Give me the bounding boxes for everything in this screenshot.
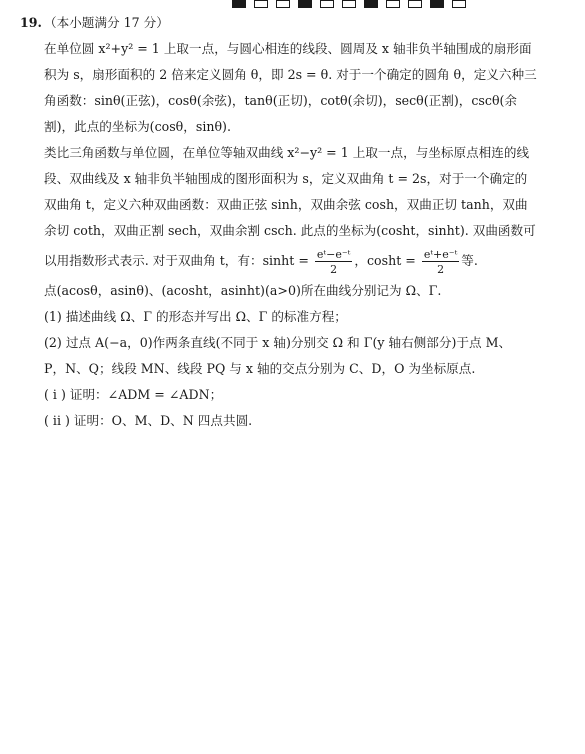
mark-4 xyxy=(298,0,312,8)
p2-line-3: 双曲角 t，定义六种双曲函数：双曲正弦 sinh，双曲余弦 cosh，双曲正切 tanh，双曲 xyxy=(44,197,528,212)
p1-line-4: 割)，此点的坐标为(cosθ，sinθ). xyxy=(44,119,231,134)
mark-6 xyxy=(342,0,356,8)
cosh-fraction xyxy=(422,248,459,276)
cosh-numerator: eᵗ+e⁻ᵗ xyxy=(423,247,458,261)
problem-heading xyxy=(20,10,572,36)
p3-line: 点(acosθ，asinθ)、(acosht，asinht)(a>0)所在曲线分别记为 Ω、Γ. xyxy=(44,283,442,298)
mark-1 xyxy=(232,0,246,8)
p2-line-2: 段、双曲线及 x 轴非负半轴围成的图形面积为 s，定义双曲角 t = 2s，对于一个确定的 xyxy=(44,171,528,186)
mark-3 xyxy=(276,0,290,8)
score-note: （本小题满分 17 分） xyxy=(44,15,169,30)
cosh-denominator: 2 xyxy=(437,262,445,276)
question-2-ii: ( ii ) 证明：O、M、D、N 四点共圆. xyxy=(44,413,253,428)
mark-2 xyxy=(254,0,268,8)
mark-11 xyxy=(452,0,466,8)
mark-7 xyxy=(364,0,378,8)
question-2-line-1: (2) 过点 A(−a，0)作两条直线(不同于 x 轴)分别交 Ω 和 Γ(y 轴右侧部分)于点 M、 xyxy=(44,335,512,350)
mark-5 xyxy=(320,0,334,8)
sinh-numerator: eᵗ−e⁻ᵗ xyxy=(316,247,351,261)
mark-9 xyxy=(408,0,422,8)
problem-content xyxy=(20,10,572,434)
formula-prefix: 以用指数形式表示. 对于双曲角 t，有：sinht = xyxy=(44,253,309,268)
p2-line-4: 余切 coth，双曲正割 sech，双曲余割 csch. 此点的坐标为(cosht，sinht). 双曲函数可 xyxy=(44,223,536,238)
p1-line-3: 角函数：sinθ(正弦)，cosθ(余弦)，tanθ(正切)，cotθ(余切)，secθ(正割)，cscθ(余 xyxy=(44,93,518,108)
p1-line-1: 在单位圆 x²+y² = 1 上取一点，与圆心相连的线段、圆周及 x 轴非负半轴围成的扇形面 xyxy=(44,41,532,56)
header-marks xyxy=(232,0,466,8)
sinh-fraction xyxy=(315,248,352,276)
question-2-line-2: P，N、Q；线段 MN、线段 PQ 与 x 轴的交点分别为 C、D，O 为坐标原点. xyxy=(44,361,476,376)
formula-line xyxy=(20,244,572,278)
mark-8 xyxy=(386,0,400,8)
mark-10 xyxy=(430,0,444,8)
formula-mid: ，cosht = xyxy=(354,253,416,268)
p2-line-1: 类比三角函数与单位圆，在单位等轴双曲线 x²−y² = 1 上取一点，与坐标原点相连的线 xyxy=(44,145,530,160)
formula-suffix: 等. xyxy=(461,253,478,268)
question-2-i: ( i ) 证明：∠ADM = ∠ADN； xyxy=(44,387,223,402)
question-1: (1) 描述曲线 Ω、Γ 的形态并写出 Ω、Γ 的标准方程； xyxy=(44,309,347,324)
p1-line-2: 积为 s，扇形面积的 2 倍来定义圆角 θ，即 2s = θ. 对于一个确定的圆角 θ，定义六种三 xyxy=(44,67,537,82)
problem-number: 19. xyxy=(20,15,42,30)
sinh-denominator: 2 xyxy=(330,262,338,276)
